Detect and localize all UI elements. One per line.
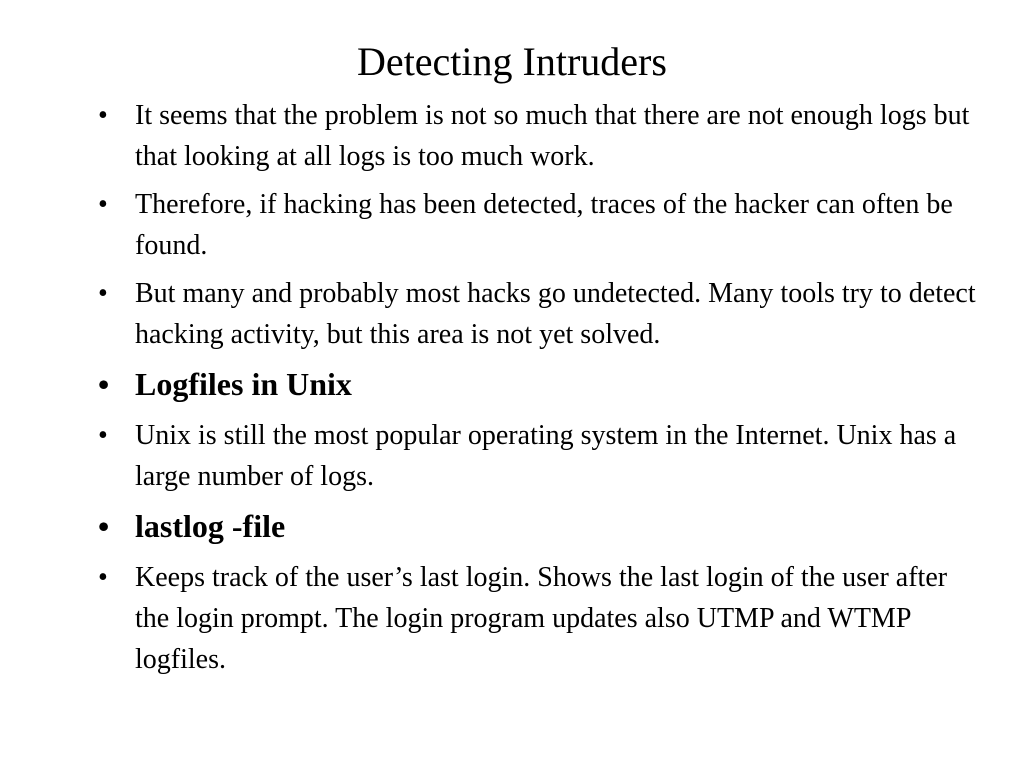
bullet-text: Keeps track of the user’s last login. Shows the last login of the user after the login prompt. The login program updates also UTMP and WTMP logfiles. bbox=[135, 562, 948, 675]
bullet-dot-icon: • bbox=[98, 100, 108, 131]
slide-title: Detecting Intruders bbox=[357, 39, 667, 84]
bullet-item bbox=[96, 95, 976, 177]
bullet-text: It seems that the problem is not so much that there are not enough logs but that looking at all logs is too much work. bbox=[135, 100, 970, 172]
bullet-heading bbox=[96, 362, 976, 406]
bullet-item bbox=[96, 184, 976, 266]
bullet-text: Unix is still the most popular operating system in the Internet. Unix has a large number of logs. bbox=[135, 420, 957, 492]
bullet-dot-icon: • bbox=[98, 278, 108, 309]
bullet-dot-icon: • bbox=[98, 189, 108, 220]
bullet-dot-icon: • bbox=[98, 562, 108, 593]
bullet-dot-icon: • bbox=[98, 366, 110, 402]
bullet-heading-text: Logfiles in Unix bbox=[135, 366, 352, 402]
bullet-heading-text: lastlog -file bbox=[135, 508, 286, 544]
bullet-dot-icon: • bbox=[98, 508, 110, 544]
bullet-item bbox=[96, 557, 976, 680]
bullet-list bbox=[96, 95, 976, 687]
bullet-item bbox=[96, 273, 976, 355]
bullet-text: But many and probably most hacks go undetected. Many tools try to detect hacking activity, but this area is not yet solved. bbox=[135, 278, 976, 350]
bullet-text: Therefore, if hacking has been detected, traces of the hacker can often be found. bbox=[135, 189, 953, 261]
bullet-heading bbox=[96, 504, 976, 548]
bullet-dot-icon: • bbox=[98, 420, 108, 451]
bullet-item bbox=[96, 415, 976, 497]
